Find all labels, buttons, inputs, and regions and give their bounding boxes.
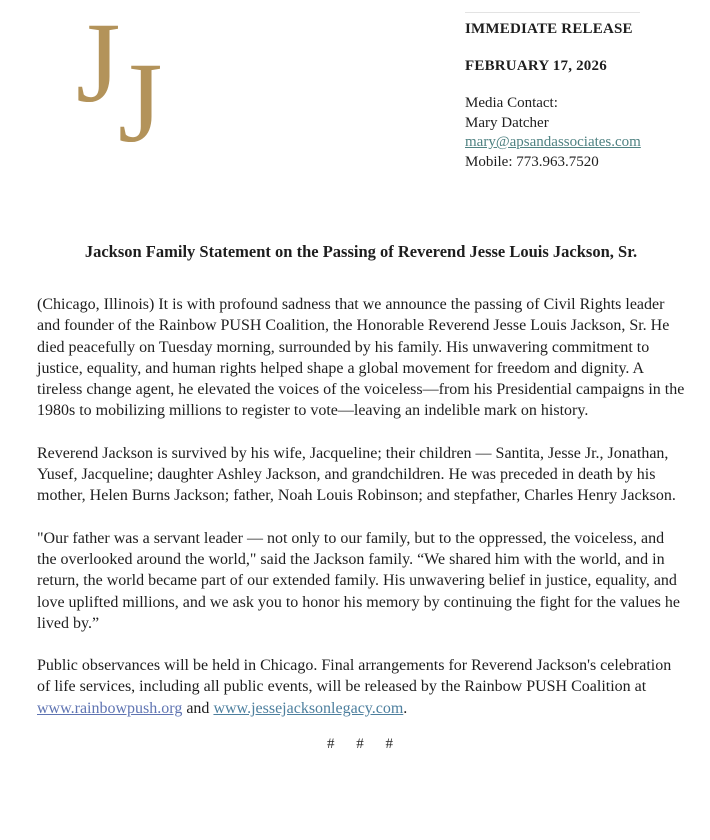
statement-body <box>37 294 687 740</box>
paragraph-announcement: (Chicago, Illinois) It is with profound sadness that we announce the passing of Civil Rights leader and founder of the Rainbow PUSH Coalition, the Honorable Reverend Jesse Louis Jackson, Sr. He died peacefully on Tuesday morning, surrounded by his family. His unwavering commitment to justice, equality, and human rights helped shape a global movement for freedom and dignity. A tireless change agent, he elevated the voices of the voiceless—from his Presidential campaigns in the 1980s to mobilizing millions to register to vote—leaving an indelible mark on history. <box>37 296 685 420</box>
jessejacksonlegacy-link[interactable]: www.jessejacksonlegacy.com <box>213 699 404 717</box>
contact-email-link[interactable]: mary@apsandassociates.com <box>465 134 641 150</box>
logo-letter-icon: J <box>118 39 163 166</box>
immediate-release-label: IMMEDIATE RELEASE <box>465 21 633 37</box>
observances-text: Public observances will be held in Chicago. Final arrangements for Reverend Jackson's celebration of life services, including all public events, will be released by the Rainbow PUSH Coalition at <box>37 657 672 696</box>
contact-name: Mary Datcher <box>465 114 549 131</box>
media-contact-label: Media Contact: <box>465 95 558 111</box>
paragraph-observances <box>37 655 687 719</box>
observances-text: . <box>403 699 408 717</box>
paragraph-survivors: Reverend Jackson is survived by his wife, Jacqueline; their children — Santita, Jesse Jr., Jonathan, Yusef, Jacqueline; daughter Ashley Jackson, and grandchildren. He was preceded in death by his mother, Helen Burns Jackson; father, Noah Louis Robinson; and stepfather, Charles Henry Jackson. <box>37 444 676 505</box>
press-release-header <box>0 0 710 185</box>
rainbowpush-link[interactable]: www.rainbowpush.org <box>37 699 183 717</box>
scan-artifact-line <box>465 12 640 13</box>
logo-letter-icon: J <box>76 0 121 126</box>
release-info-block <box>465 20 695 172</box>
release-date: FEBRUARY 17, 2026 <box>465 58 607 74</box>
statement-title: Jackson Family Statement on the Passing of Reverend Jesse Louis Jackson, Sr. <box>84 242 638 261</box>
jlj-monogram-logo <box>76 0 206 166</box>
paragraph-family-quote: "Our father was a servant leader — not only to our family, but to the oppressed, the voiceless, and the overlooked around the world," said the Jackson family. “We shared him with the world, and in return, the world became part of our extended family. His unwavering belief in justice, equality, and love uplifted millions, and we ask you to honor his memory by continuing the fight for the values he lived by.” <box>37 529 680 632</box>
contact-mobile: Mobile: 773.963.7520 <box>465 153 599 170</box>
end-mark: # # # <box>327 736 395 752</box>
observances-text: and <box>182 699 214 717</box>
